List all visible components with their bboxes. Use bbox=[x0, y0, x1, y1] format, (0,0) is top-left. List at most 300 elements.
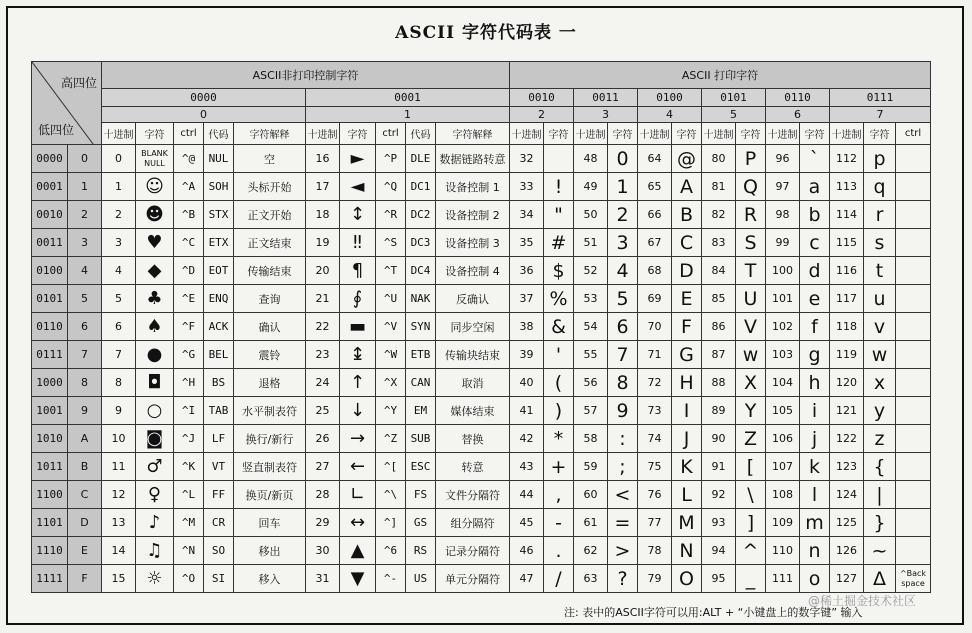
print-dec: 94 bbox=[702, 537, 736, 565]
print-char: x bbox=[864, 369, 896, 397]
print-dec: 78 bbox=[638, 537, 672, 565]
print-dec: 100 bbox=[766, 257, 800, 285]
print-char: % bbox=[544, 285, 574, 313]
ctrl-key: ^Q bbox=[376, 173, 406, 201]
print-char: g bbox=[800, 341, 830, 369]
col-label-code: 代码 bbox=[204, 123, 234, 145]
ctrl-dec: 23 bbox=[306, 341, 340, 369]
print-char: l bbox=[800, 481, 830, 509]
print-dec: 33 bbox=[510, 173, 544, 201]
print-char: T bbox=[736, 257, 766, 285]
print-dec: 86 bbox=[702, 313, 736, 341]
col-label-char: 字符 bbox=[672, 123, 702, 145]
ctrl-dec: 8 bbox=[102, 369, 136, 397]
print-char: v bbox=[864, 313, 896, 341]
ctrl-dec: 24 bbox=[306, 369, 340, 397]
ctrl-desc: 换页/新页 bbox=[234, 481, 306, 509]
print-dec: 112 bbox=[830, 145, 864, 173]
print-char: S bbox=[736, 229, 766, 257]
empty-ctrl bbox=[896, 425, 931, 453]
ctrl-key: ^@ bbox=[174, 145, 204, 173]
row-hex: 1 bbox=[68, 173, 102, 201]
print-char: ; bbox=[608, 453, 638, 481]
row-bin: 0011 bbox=[32, 229, 68, 257]
print-char: L bbox=[672, 481, 702, 509]
print-char: | bbox=[864, 481, 896, 509]
empty-ctrl bbox=[896, 509, 931, 537]
ctrl-char: ‼ bbox=[340, 229, 376, 257]
print-dec: 76 bbox=[638, 481, 672, 509]
ctrl-char: ● bbox=[136, 341, 174, 369]
watermark: @稀土掘金技术社区 bbox=[808, 594, 917, 608]
print-char: $ bbox=[544, 257, 574, 285]
print-dec: 120 bbox=[830, 369, 864, 397]
row-bin: 1000 bbox=[32, 369, 68, 397]
page-title: ASCII 字符代码表 一 bbox=[395, 23, 577, 43]
empty-ctrl bbox=[896, 145, 931, 173]
ctrl-char: ▼ bbox=[340, 565, 376, 593]
print-char: ` bbox=[800, 145, 830, 173]
ctrl-code: DC1 bbox=[406, 173, 436, 201]
ctrl-key: ^K bbox=[174, 453, 204, 481]
table-row bbox=[32, 537, 931, 565]
print-char: - bbox=[544, 509, 574, 537]
col-label-char: 字符 bbox=[736, 123, 766, 145]
print-char: z bbox=[864, 425, 896, 453]
print-dec: 73 bbox=[638, 397, 672, 425]
print-dec: 41 bbox=[510, 397, 544, 425]
ctrl-char: BLANK NULL bbox=[136, 145, 174, 173]
ctrl-dec: 3 bbox=[102, 229, 136, 257]
print-dec: 64 bbox=[638, 145, 672, 173]
print-dec: 65 bbox=[638, 173, 672, 201]
ctrl-desc: 同步空闲 bbox=[436, 313, 510, 341]
ctrl-char: ↔ bbox=[340, 509, 376, 537]
ctrl-dec: 31 bbox=[306, 565, 340, 593]
print-char: 6 bbox=[608, 313, 638, 341]
print-dec: 102 bbox=[766, 313, 800, 341]
col-label-dec: 十进制 bbox=[702, 123, 736, 145]
ctrl-code: SUB bbox=[406, 425, 436, 453]
print-dec: 53 bbox=[574, 285, 608, 313]
ctrl-key: ^O bbox=[174, 565, 204, 593]
print-dec: 42 bbox=[510, 425, 544, 453]
ctrl-code: CAN bbox=[406, 369, 436, 397]
print-dec: 52 bbox=[574, 257, 608, 285]
print-char: i bbox=[800, 397, 830, 425]
ctrl-code: DC2 bbox=[406, 201, 436, 229]
ctrl-key: ^R bbox=[376, 201, 406, 229]
col-label-desc: 字符解释 bbox=[436, 123, 510, 145]
ctrl-desc: 组分隔符 bbox=[436, 509, 510, 537]
ctrl-code: FS bbox=[406, 481, 436, 509]
ctrl-desc: 媒体结束 bbox=[436, 397, 510, 425]
table-row bbox=[32, 341, 931, 369]
print-char: * bbox=[544, 425, 574, 453]
print-char: B bbox=[672, 201, 702, 229]
print-char: U bbox=[736, 285, 766, 313]
col-label-ctrl: ctrl bbox=[174, 123, 204, 145]
print-char: e bbox=[800, 285, 830, 313]
ctrl-desc: 设备控制 4 bbox=[436, 257, 510, 285]
print-dec: 58 bbox=[574, 425, 608, 453]
print-char: 7 bbox=[608, 341, 638, 369]
print-dec: 89 bbox=[702, 397, 736, 425]
ctrl-key: ^L bbox=[174, 481, 204, 509]
high-bits-0111: 0111 bbox=[830, 89, 931, 107]
print-char: K bbox=[672, 453, 702, 481]
print-dec: 37 bbox=[510, 285, 544, 313]
print-char: > bbox=[608, 537, 638, 565]
row-hex: E bbox=[68, 537, 102, 565]
print-char: D bbox=[672, 257, 702, 285]
print-dec: 40 bbox=[510, 369, 544, 397]
high-bits-label: 高四位 bbox=[60, 76, 97, 90]
print-char: P bbox=[736, 145, 766, 173]
print-char: M bbox=[672, 509, 702, 537]
ctrl-desc: 退格 bbox=[234, 369, 306, 397]
print-dec: 95 bbox=[702, 565, 736, 593]
ctrl-desc: 查询 bbox=[234, 285, 306, 313]
print-dec: 51 bbox=[574, 229, 608, 257]
ctrl-char: ◄ bbox=[340, 173, 376, 201]
print-char: j bbox=[800, 425, 830, 453]
ctrl-desc: 移入 bbox=[234, 565, 306, 593]
ctrl-code: DC4 bbox=[406, 257, 436, 285]
low-bits-label: 低四位 bbox=[38, 123, 75, 137]
ctrl-key: ^G bbox=[174, 341, 204, 369]
print-dec: 123 bbox=[830, 453, 864, 481]
print-dec: 82 bbox=[702, 201, 736, 229]
print-dec: 84 bbox=[702, 257, 736, 285]
print-dec: 38 bbox=[510, 313, 544, 341]
print-char: H bbox=[672, 369, 702, 397]
print-char: & bbox=[544, 313, 574, 341]
print-dec: 75 bbox=[638, 453, 672, 481]
ctrl-dec: 27 bbox=[306, 453, 340, 481]
ctrl-dec: 25 bbox=[306, 397, 340, 425]
high-dec-5: 5 bbox=[702, 107, 766, 123]
ctrl-dec: 29 bbox=[306, 509, 340, 537]
print-dec: 121 bbox=[830, 397, 864, 425]
table-row bbox=[32, 285, 931, 313]
print-dec: 62 bbox=[574, 537, 608, 565]
print-dec: 61 bbox=[574, 509, 608, 537]
print-char: I bbox=[672, 397, 702, 425]
print-dec: 91 bbox=[702, 453, 736, 481]
empty-ctrl bbox=[896, 369, 931, 397]
ctrl-char: ♀ bbox=[136, 481, 174, 509]
ctrl-dec: 19 bbox=[306, 229, 340, 257]
ctrl-char: ♥ bbox=[136, 229, 174, 257]
ctrl-code: ETB bbox=[406, 341, 436, 369]
print-char: ( bbox=[544, 369, 574, 397]
ctrl-desc: 空 bbox=[234, 145, 306, 173]
print-char: E bbox=[672, 285, 702, 313]
ctrl-char: ◆ bbox=[136, 257, 174, 285]
row-bin: 0000 bbox=[32, 145, 68, 173]
ctrl-code: RS bbox=[406, 537, 436, 565]
print-dec: 39 bbox=[510, 341, 544, 369]
print-char: F bbox=[672, 313, 702, 341]
ctrl-code: EOT bbox=[204, 257, 234, 285]
footnote: 注: 表中的ASCII字符可以用:ALT + “小键盘上的数字键” 输入 bbox=[564, 606, 863, 619]
col-label-char: 字符 bbox=[800, 123, 830, 145]
print-char: # bbox=[544, 229, 574, 257]
ctrl-code: US bbox=[406, 565, 436, 593]
ctrl-code: VT bbox=[204, 453, 234, 481]
print-dec: 56 bbox=[574, 369, 608, 397]
high-dec-1: 1 bbox=[306, 107, 510, 123]
empty-ctrl bbox=[896, 285, 931, 313]
ctrl-key: ^Z bbox=[376, 425, 406, 453]
print-char: ^ bbox=[736, 537, 766, 565]
ascii-table bbox=[31, 61, 931, 593]
ctrl-key: ^F bbox=[174, 313, 204, 341]
print-dec: 54 bbox=[574, 313, 608, 341]
print-char: m bbox=[800, 509, 830, 537]
print-char: N bbox=[672, 537, 702, 565]
table-row bbox=[32, 145, 931, 173]
ctrl-key: ^P bbox=[376, 145, 406, 173]
ctrl-char: ▬ bbox=[340, 313, 376, 341]
ctrl-desc: 传输块结束 bbox=[436, 341, 510, 369]
ctrl-key: ^\ bbox=[376, 481, 406, 509]
ctrl-dec: 17 bbox=[306, 173, 340, 201]
ctrl-key: ^N bbox=[174, 537, 204, 565]
row-hex: 6 bbox=[68, 313, 102, 341]
print-dec: 124 bbox=[830, 481, 864, 509]
ctrl-code: ACK bbox=[204, 313, 234, 341]
print-dec: 71 bbox=[638, 341, 672, 369]
ctrl-desc: 设备控制 1 bbox=[436, 173, 510, 201]
ctrl-key: ^W bbox=[376, 341, 406, 369]
ctrl-dec: 16 bbox=[306, 145, 340, 173]
row-bin: 1111 bbox=[32, 565, 68, 593]
empty-ctrl bbox=[896, 229, 931, 257]
ctrl-dec: 12 bbox=[102, 481, 136, 509]
ctrl-key: ^E bbox=[174, 285, 204, 313]
print-dec: 55 bbox=[574, 341, 608, 369]
high-bits-0001: 0001 bbox=[306, 89, 510, 107]
print-dec: 72 bbox=[638, 369, 672, 397]
print-char: b bbox=[800, 201, 830, 229]
empty-ctrl bbox=[896, 201, 931, 229]
print-dec: 66 bbox=[638, 201, 672, 229]
high-dec-7: 7 bbox=[830, 107, 931, 123]
print-char: c bbox=[800, 229, 830, 257]
print-char: < bbox=[608, 481, 638, 509]
ctrl-code: ENQ bbox=[204, 285, 234, 313]
print-dec: 48 bbox=[574, 145, 608, 173]
col-label-desc: 字符解释 bbox=[234, 123, 306, 145]
print-char: f bbox=[800, 313, 830, 341]
high-dec-4: 4 bbox=[638, 107, 702, 123]
print-dec: 35 bbox=[510, 229, 544, 257]
print-char: ' bbox=[544, 341, 574, 369]
ctrl-desc: 传输结束 bbox=[234, 257, 306, 285]
ctrl-char: ← bbox=[340, 453, 376, 481]
ctrl-desc: 头标开始 bbox=[234, 173, 306, 201]
ctrl-char: ☼ bbox=[136, 565, 174, 593]
ctrl-char: → bbox=[340, 425, 376, 453]
print-char: p bbox=[864, 145, 896, 173]
table-row bbox=[32, 453, 931, 481]
row-bin: 0101 bbox=[32, 285, 68, 313]
print-dec: 67 bbox=[638, 229, 672, 257]
print-dec: 97 bbox=[766, 173, 800, 201]
print-dec: 57 bbox=[574, 397, 608, 425]
ctrl-desc: 反确认 bbox=[436, 285, 510, 313]
print-char: } bbox=[864, 509, 896, 537]
ctrl-key: ^C bbox=[174, 229, 204, 257]
print-char: t bbox=[864, 257, 896, 285]
ctrl-code: BEL bbox=[204, 341, 234, 369]
print-dec: 81 bbox=[702, 173, 736, 201]
print-char: 9 bbox=[608, 397, 638, 425]
print-char: u bbox=[864, 285, 896, 313]
table-row bbox=[32, 369, 931, 397]
table-row bbox=[32, 229, 931, 257]
ctrl-char: ∟ bbox=[340, 481, 376, 509]
print-dec: 118 bbox=[830, 313, 864, 341]
ctrl-key: ^U bbox=[376, 285, 406, 313]
ctrl-char: ¶ bbox=[340, 257, 376, 285]
ctrl-code: DLE bbox=[406, 145, 436, 173]
print-char: J bbox=[672, 425, 702, 453]
ctrl-desc: 水平制表符 bbox=[234, 397, 306, 425]
print-char: ) bbox=[544, 397, 574, 425]
print-char: n bbox=[800, 537, 830, 565]
print-char: @ bbox=[672, 145, 702, 173]
print-char: \ bbox=[736, 481, 766, 509]
ctrl-char: ► bbox=[340, 145, 376, 173]
print-dec: 32 bbox=[510, 145, 544, 173]
ctrl-key: ^[ bbox=[376, 453, 406, 481]
ctrl-char: ○ bbox=[136, 397, 174, 425]
print-char: 1 bbox=[608, 173, 638, 201]
print-char: 0 bbox=[608, 145, 638, 173]
print-char: , bbox=[544, 481, 574, 509]
col-label-char: 字符 bbox=[136, 123, 174, 145]
print-dec: 68 bbox=[638, 257, 672, 285]
empty-ctrl bbox=[896, 173, 931, 201]
print-char: ! bbox=[544, 173, 574, 201]
ctrl-dec: 21 bbox=[306, 285, 340, 313]
print-char: s bbox=[864, 229, 896, 257]
ctrl-code: LF bbox=[204, 425, 234, 453]
corner-cell bbox=[32, 62, 102, 145]
empty-ctrl bbox=[896, 313, 931, 341]
empty-ctrl bbox=[896, 341, 931, 369]
row-hex: 3 bbox=[68, 229, 102, 257]
ctrl-key: ^] bbox=[376, 509, 406, 537]
ctrl-code: DC3 bbox=[406, 229, 436, 257]
print-char: 4 bbox=[608, 257, 638, 285]
print-dec: 63 bbox=[574, 565, 608, 593]
high-dec-2: 2 bbox=[510, 107, 574, 123]
ctrl-desc: 文件分隔符 bbox=[436, 481, 510, 509]
print-char: q bbox=[864, 173, 896, 201]
print-dec: 50 bbox=[574, 201, 608, 229]
print-dec: 34 bbox=[510, 201, 544, 229]
print-char: [ bbox=[736, 453, 766, 481]
ctrl-key: ^A bbox=[174, 173, 204, 201]
print-char: Q bbox=[736, 173, 766, 201]
print-char: / bbox=[544, 565, 574, 593]
print-dec: 70 bbox=[638, 313, 672, 341]
print-dec: 87 bbox=[702, 341, 736, 369]
ctrl-char: ↑ bbox=[340, 369, 376, 397]
ctrl-dec: 7 bbox=[102, 341, 136, 369]
print-char: 8 bbox=[608, 369, 638, 397]
high-bits-0101: 0101 bbox=[702, 89, 766, 107]
print-dec: 113 bbox=[830, 173, 864, 201]
row-hex: F bbox=[68, 565, 102, 593]
ctrl-dec: 2 bbox=[102, 201, 136, 229]
print-dec: 109 bbox=[766, 509, 800, 537]
col-label-char: 字符 bbox=[340, 123, 376, 145]
table-row bbox=[32, 425, 931, 453]
ctrl-key: ^H bbox=[174, 369, 204, 397]
print-dec: 88 bbox=[702, 369, 736, 397]
ctrl-code: SYN bbox=[406, 313, 436, 341]
ctrl-char: ☺ bbox=[136, 173, 174, 201]
high-dec-0: 0 bbox=[102, 107, 306, 123]
print-dec: 105 bbox=[766, 397, 800, 425]
ctrl-code: FF bbox=[204, 481, 234, 509]
print-char: O bbox=[672, 565, 702, 593]
print-char: _ bbox=[736, 565, 766, 593]
ctrl-desc: 替换 bbox=[436, 425, 510, 453]
ctrl-char: ♪ bbox=[136, 509, 174, 537]
ctrl-key: ^- bbox=[376, 565, 406, 593]
print-dec: 114 bbox=[830, 201, 864, 229]
print-dec: 69 bbox=[638, 285, 672, 313]
row-bin: 1011 bbox=[32, 453, 68, 481]
print-char: R bbox=[736, 201, 766, 229]
print-char: k bbox=[800, 453, 830, 481]
ctrl-char: ☻ bbox=[136, 201, 174, 229]
row-bin: 1110 bbox=[32, 537, 68, 565]
ctrl-desc: 竖直制表符 bbox=[234, 453, 306, 481]
high-bits-0000: 0000 bbox=[102, 89, 306, 107]
row-hex: 0 bbox=[68, 145, 102, 173]
print-dec: 117 bbox=[830, 285, 864, 313]
print-dec: 106 bbox=[766, 425, 800, 453]
ctrl-dec: 28 bbox=[306, 481, 340, 509]
print-dec: 93 bbox=[702, 509, 736, 537]
ctrl-desc: 记录分隔符 bbox=[436, 537, 510, 565]
ctrl-key: ^B bbox=[174, 201, 204, 229]
table-row bbox=[32, 173, 931, 201]
table-row bbox=[32, 509, 931, 537]
row-bin: 0010 bbox=[32, 201, 68, 229]
print-dec: 85 bbox=[702, 285, 736, 313]
ctrl-dec: 10 bbox=[102, 425, 136, 453]
print-char: G bbox=[672, 341, 702, 369]
col-label-dec: 十进制 bbox=[830, 123, 864, 145]
print-dec: 77 bbox=[638, 509, 672, 537]
ctrl-code: NUL bbox=[204, 145, 234, 173]
row-bin: 1101 bbox=[32, 509, 68, 537]
print-dec: 125 bbox=[830, 509, 864, 537]
del-ctrl: ^Back space bbox=[896, 565, 931, 593]
ctrl-char: ▲ bbox=[340, 537, 376, 565]
print-dec: 96 bbox=[766, 145, 800, 173]
print-char: y bbox=[864, 397, 896, 425]
empty-ctrl bbox=[896, 537, 931, 565]
